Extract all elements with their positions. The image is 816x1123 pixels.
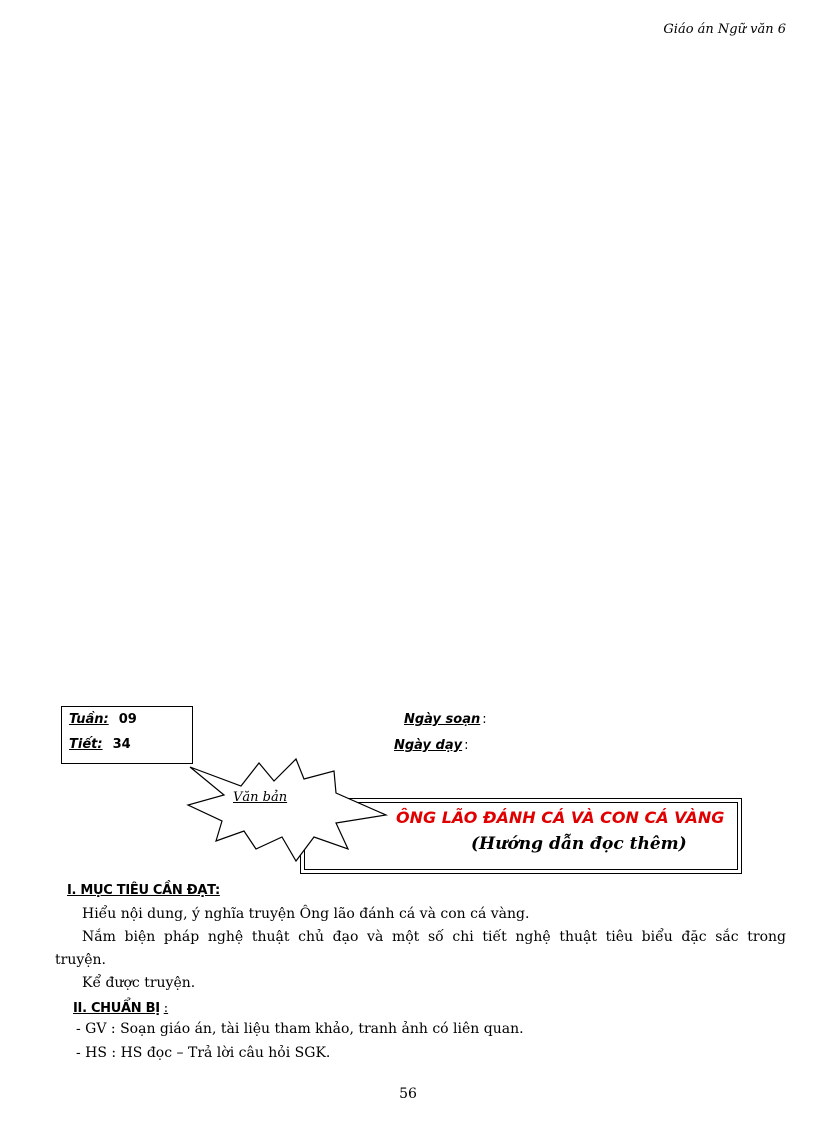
teach-date-colon: : (464, 738, 469, 753)
objective-line-1: Hiểu nội dung, ý nghĩa truyện Ông lão đánh cá và con cá vàng. (82, 906, 530, 922)
lesson-value: 34 (112, 737, 131, 752)
objective-line-2-cont: truyện. (55, 952, 106, 968)
lesson-line (69, 737, 131, 752)
lesson-label: Tiết: (69, 737, 103, 752)
objective-line-2: Nắm biện pháp nghệ thuật chủ đạo và một số chi tiết nghệ thuật tiêu biểu đặc sắc trong (82, 929, 786, 945)
prep-teacher-line: - GV : Soạn giáo án, tài liệu tham khảo, tranh ảnh có liên quan. (76, 1021, 524, 1037)
week-line (69, 712, 137, 727)
page-header: Giáo án Ngữ văn 6 (663, 22, 786, 37)
week-label: Tuần: (69, 712, 109, 727)
lesson-title: ÔNG LÃO ĐÁNH CÁ VÀ CON CÁ VÀNG (396, 808, 725, 827)
objective-line-3: Kể được truyện. (82, 975, 196, 991)
prepare-date-colon: : (482, 712, 487, 727)
van-ban-label: Văn bản (233, 790, 288, 805)
section-preparation-heading-line (73, 997, 168, 1016)
section-preparation-heading: II. CHUẨN BỊ (73, 1001, 160, 1016)
prepare-date-label: Ngày soạn (404, 712, 481, 727)
week-lesson-box (61, 706, 193, 764)
page-number: 56 (399, 1086, 417, 1102)
prepare-date-line (404, 712, 487, 727)
section-preparation-colon: : (163, 1001, 169, 1016)
prep-student-line: - HS : HS đọc – Trả lời câu hỏi SGK. (76, 1045, 331, 1061)
lesson-subtitle: (Hướng dẫn đọc thêm) (471, 834, 687, 854)
section-objectives-heading: I. MỤC TIÊU CẦN ĐẠT: (67, 883, 220, 898)
starburst-shape (186, 753, 396, 865)
teach-date-label: Ngày dạy (394, 738, 463, 753)
week-value: 09 (118, 712, 137, 727)
teach-date-line (394, 738, 469, 753)
